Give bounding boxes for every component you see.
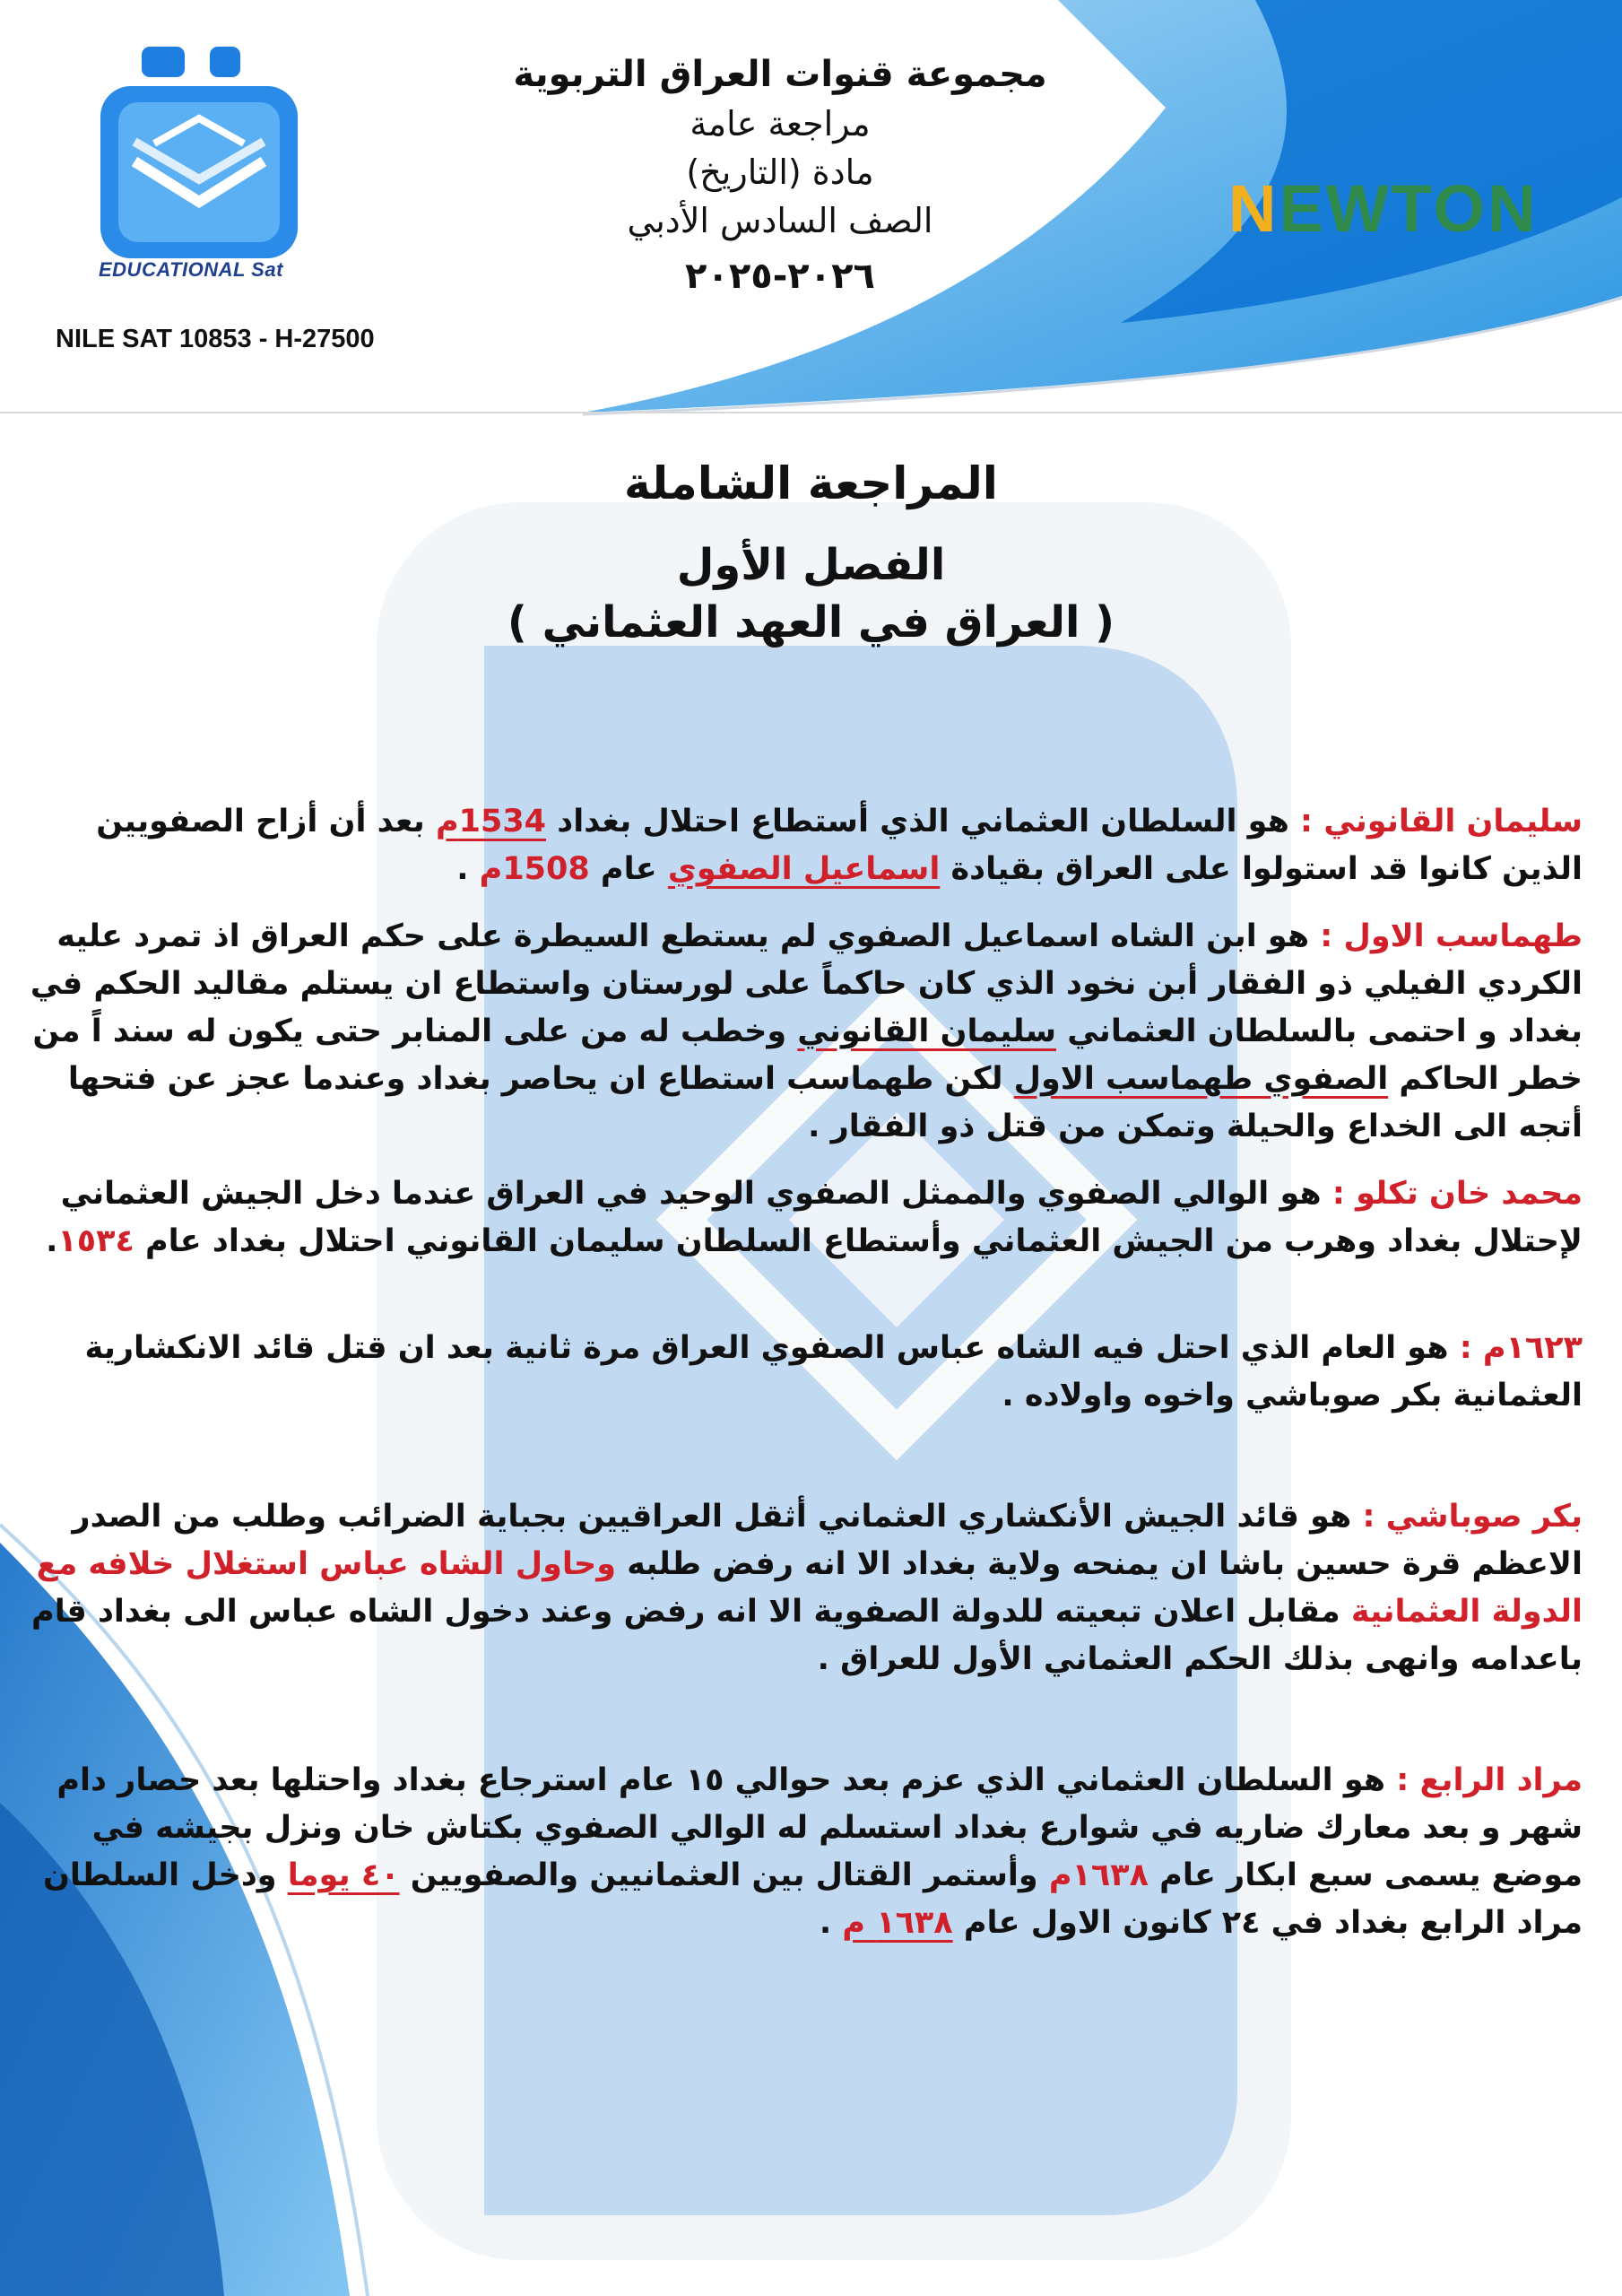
spacer [27, 1420, 1583, 1493]
header-titles [502, 49, 1058, 301]
highlight-name: الصفوي طهماسب الاول [1013, 1061, 1389, 1097]
page-header [0, 0, 1622, 413]
spacer [27, 1265, 1583, 1325]
entry-text: هو قائد الجيش الأنكشاري العثماني أثقل العراقيين بجباية الضرائب وطلب من الصدر الاعظم قرة حسين باشا ان يمنحه ولاية بغداد الا انه رفض طلبه [72, 1499, 1583, 1582]
entry-term: ١٦٢٣م : [1459, 1330, 1583, 1366]
entry-text: . [819, 1905, 843, 1941]
entry-text: لكن طهماسب استطاع ان يحاصر بغداد وعندما عجز عن فتحها أتجه الى الخداع والحيلة وتمكن من قتل ذو الفقار . [67, 1061, 1583, 1144]
entry-1623 [27, 1325, 1583, 1420]
entry-term: بكر صوباشي : [1362, 1499, 1583, 1535]
group-title: مجموعة قنوات العراق التربوية [513, 54, 1047, 95]
highlight-phrase: وحاول الشاه عباس استغلال خلافه مع الدولة العثمانية [36, 1546, 1583, 1630]
entry-text: هو السلطان العثماني الذي عزم بعد حوالي ١٥ عام استرجاع بغداد واحتلها بعد حصار دام شهر و بعد معارك ضاريه في شوارع بغداد استسلم له الوالي الصفوي بكتاش خان ونزل بجيشه في موضع يسمى سبع ابكار عام [56, 1762, 1583, 1893]
entry-mohammed-khan [27, 1170, 1583, 1265]
chapter-title: الفصل الأول [676, 540, 946, 590]
logo-wordmark: EDUCATIONAL Sat [99, 258, 283, 281]
entry-text: هو ابن الشاه اسماعيل الصفوي لم يستطع السيطرة على حكم العراق اذ تمرد عليه الكردي الفيلي ذو الفقار أبن نخود الذي كان حاكماً على لورستان واستطاع ان يستلم مقاليد الحكم في بغداد و احتمى بالسلطان العثماني [30, 918, 1583, 1049]
newton-logo-n: N [1228, 171, 1279, 246]
grade-label: الصف السادس الأدبي [627, 200, 933, 240]
satellite-frequency: NILE SAT 10853 - H-27500 [56, 325, 375, 353]
highlight-name: اسماعيل الصفوي [667, 851, 941, 887]
newton-logo [1228, 170, 1539, 247]
highlight-year: ١٦٣٨ م [842, 1905, 953, 1941]
educational-sat-logo [99, 45, 305, 287]
spacer [27, 1683, 1583, 1757]
entry-term: محمد خان تكلو : [1331, 1176, 1583, 1212]
entry-term: مراد الرابع : [1396, 1762, 1583, 1798]
highlight-name: سليمان القانوني [797, 1013, 1057, 1049]
highlight-duration: ٤٠ يوما [287, 1857, 400, 1893]
highlight-year: ١٦٣٨م [1048, 1857, 1149, 1893]
entry-text: هو الوالي الصفوي والممثل الصفوي الوحيد في العراق عندما دخل الجيش العثماني لإحتلال بغداد وهرب من الجيش العثماني وأستطاع السلطان سليمان القانوني احتلال بغداد عام [60, 1176, 1583, 1259]
entry-tahmasp [27, 913, 1583, 1151]
subject-label: مادة (التاريخ) [686, 152, 874, 192]
entry-bakr-subashi [27, 1493, 1583, 1683]
entry-text: . [46, 1223, 58, 1259]
document-titles [0, 457, 1622, 648]
entry-term: طهماسب الاول : [1320, 918, 1583, 954]
entry-term: سليمان القانوني : [1300, 804, 1583, 839]
entry-suleiman [27, 798, 1583, 893]
newton-logo-rest: EWTON [1279, 171, 1539, 246]
highlight-year: 1508م [479, 851, 590, 887]
main-title: المراجعة الشاملة [624, 457, 998, 509]
definitions-list [27, 798, 1583, 1947]
entry-text: ودخل السلطان مراد الرابع بغداد في ٢٤ كانون الاول عام [43, 1857, 1583, 1941]
entry-text: وأستمر القتال بين العثمانيين والصفويين [399, 1857, 1049, 1893]
academic-year: ٢٠٢٦-٢٠٢٥ [685, 255, 875, 297]
entry-text: وخطب له من على المنابر حتى يكون له سند اً من خطر الحاكم [32, 1013, 1583, 1097]
review-label: مراجعة عامة [690, 103, 871, 144]
entry-text: . [456, 851, 480, 887]
highlight-year: ١٥٣٤ [57, 1223, 134, 1259]
entry-text: عام [589, 851, 668, 887]
highlight-year: 1534م [435, 804, 547, 839]
entry-text: هو السلطان العثماني الذي أستطاع احتلال بغداد [546, 804, 1301, 839]
entry-text: بعد أن أزاح الصفويين الذين كانوا قد استولوا على العراق بقيادة [96, 804, 1583, 887]
spacer [27, 1151, 1583, 1170]
entry-text: مقابل اعلان تبعيته للدولة الصفوية الا انه رفض وعند دخول الشاه عباس الى بغداد قام باعدامه وانهى بذلك الحكم العثماني الأول للعراق . [31, 1594, 1583, 1677]
entry-text: هو العام الذي احتل فيه الشاه عباس الصفوي العراق مرة ثانية بعد ان قتل قائد الانكشارية العثمانية بكر صوباشي واخوه واولاده . [84, 1330, 1583, 1413]
chapter-subtitle: ( العراق في العهد العثماني ) [507, 597, 1115, 648]
spacer [27, 893, 1583, 913]
entry-murad-iv [27, 1757, 1583, 1947]
